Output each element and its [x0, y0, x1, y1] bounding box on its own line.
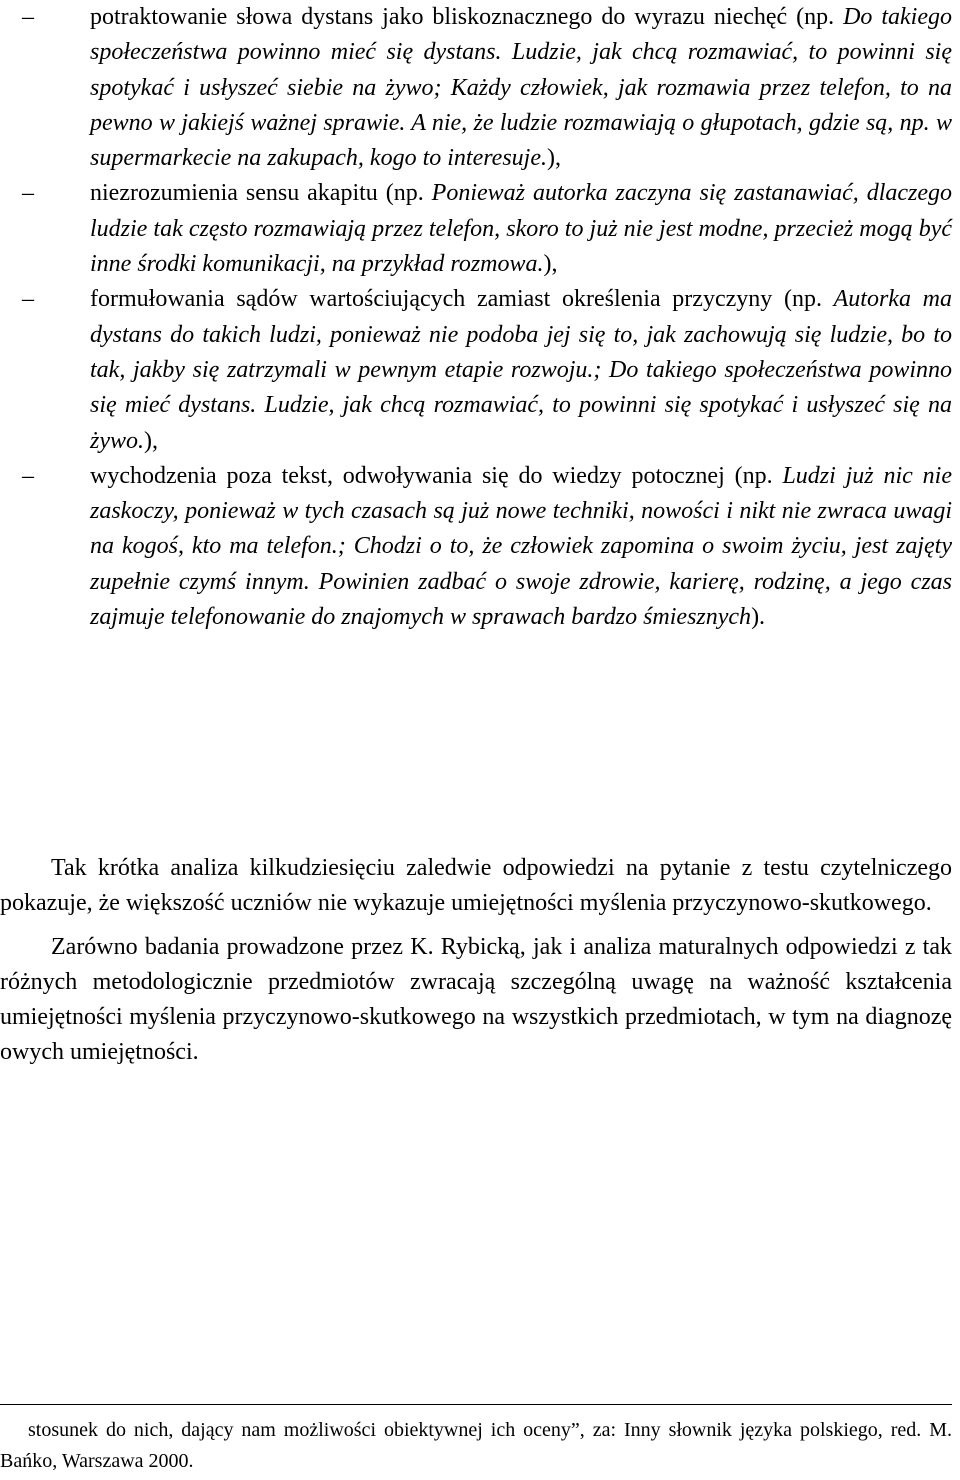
dash-marker: – [22, 462, 34, 489]
dash-marker: – [22, 4, 34, 30]
bullet-close: ), [543, 251, 558, 278]
bullet-item-2 [0, 176, 952, 282]
footnote-text: stosunek do nich, dający nam możliwości obiektywnej ich oceny”, za: Inny słownik języka polskiego, red. M. Bańko, Warszawa 2000. [0, 1419, 952, 1472]
bullet-label: niezrozumienia sensu akapitu (np. [90, 180, 432, 207]
bullet-label: wychodzenia poza tekst, odwoływania się do wiedzy potocznej (np. [90, 462, 783, 489]
bullet-list [0, 0, 952, 635]
bullet-label: potraktowanie słowa dystans jako bliskoznacznego do wyrazu niechęć (np. [90, 4, 844, 30]
footnote-divider [0, 1404, 952, 1405]
dash-marker: – [22, 286, 34, 313]
paragraph-research: Zarówno badania prowadzone przez K. Rybicką, jak i analiza maturalnych odpowiedzi z tak różnych metodologicznie przedmiotów zwracają szczególną uwagę na ważność kształcenia umiejętności myślenia przyczynowo-skutkowego na wszystkich przedmiotach, w tym na diagnozę owych umiejętności. [0, 933, 952, 1066]
bullet-quote: Autorka ma dystans do takich ludzi, ponieważ nie podoba jej się to, jak zachowują się ludzie, bo to tak, jakby się zatrzymali w pewnym etapie rozwoju.; Do takiego społeczeństwa powinno się mieć dystans. Ludzie, jak chcą rozmawiać, to powinni się spotykać i usłyszeć się na żywo. [90, 286, 952, 454]
dash-marker: – [22, 180, 34, 207]
bullet-quote: Ludzi już nic nie zaskoczy, ponieważ w tych czasach są już nowe techniki, nowości i nikt nie zwraca uwagi na kogoś, kto ma telefon.; Chodzi o to, że człowiek zapomina o swoim życiu, jest zajęty zupełnie czymś innym. Powinien zadbać o swoje zdrowie, karierę, rodzinę, a jego czas zajmuje telefonowanie do znajomych w sprawach bardzo śmiesznych [90, 462, 952, 631]
bullet-quote: Ponieważ autorka zaczyna się zastanawiać, dlaczego ludzie tak często rozmawiają przez telefon, skoro to już nie jest modne, przecież mogą być inne środki komunikacji, na przykład rozmowa. [90, 180, 953, 278]
bullet-item-3 [0, 282, 952, 458]
bullet-close: ), [144, 427, 158, 454]
bullet-quote: Do takiego społeczeństwa powinno mieć się dystans. Ludzie, jak chcą rozmawiać, to powinni się spotykać i usłyszeć siebie na żywo; Każdy człowiek, jak rozmawia przez telefon, to na pewno w jakiejś ważnej sprawie. A nie, że ludzie rozmawiają o głupotach, gdzie są, np. w supermarkecie na zakupach, kogo to interesuje. [90, 4, 952, 172]
bullet-item-1 [0, 0, 952, 176]
bullet-close: ). [751, 604, 766, 631]
paragraph-analysis: Tak krótka analiza kilkudziesięciu zaledwie odpowiedzi na pytanie z testu czytelniczego pokazuje, że większość uczniów nie wykazuje umiejętności myślenia przyczynowo-skutkowego. [0, 855, 952, 917]
bullet-item-4 [0, 459, 952, 635]
bullet-label: formułowania sądów wartościujących zamiast określenia przyczyny (np. [90, 286, 834, 313]
body-paragraphs [0, 851, 952, 1071]
bullet-close: ), [547, 145, 561, 172]
